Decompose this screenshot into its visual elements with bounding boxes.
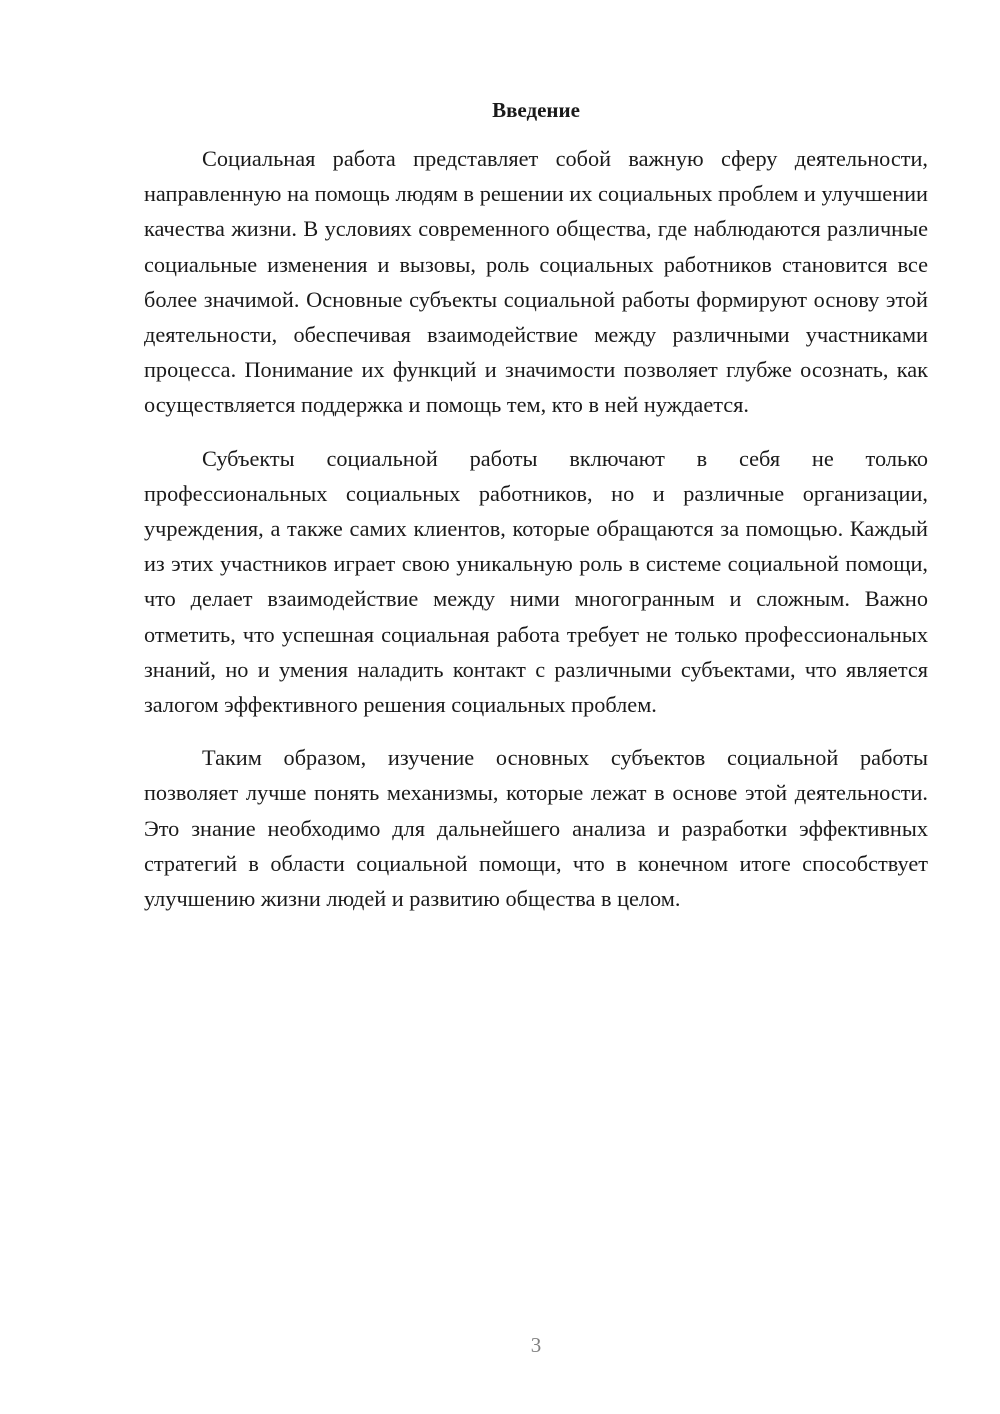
paragraph-3: Таким образом, изучение основных субъектов социальной работы позволяет лучше понять механизмы, которые лежат в основе этой деятельности. Это знание необходимо для дальнейшего анализа и разработки эффективных стратегий в области социальной помощи, что в конечном итоге способствует улучшению жизни людей и развитию общества в целом. — [144, 745, 928, 912]
section-title: Введение — [492, 98, 580, 122]
paragraph-2: Субъекты социальной работы включают в себя не только профессиональных социальных работников, но и различные организации, учреждения, а также самих клиентов, которые обращаются за помощью. Каждый из этих участников играет свою уникальную роль в системе социальной помощи, что делает взаимодействие между ними многогранным и сложным. Важно отметить, что успешная социальная работа требует не только профессиональных знаний, но и умения наладить контакт с различными субъектами, что является залогом эффективного решения социальных проблем. — [144, 445, 928, 718]
paragraph-1: Социальная работа представляет собой важную сферу деятельности, направленную на помощь людям в решении их социальных проблем и улучшении качества жизни. В условиях современного общества, где наблюдаются различные социальные изменения и вызовы, роль социальных работников становится все более значимой. Основные субъекты социальной работы формируют основу этой деятельности, обеспечивая взаимодействие между различными участниками процесса. Понимание их функций и значимости позволяет глубже осознать, как осуществляется поддержка и помощь тем, кто в ней нуждается. — [144, 146, 928, 418]
page-content — [144, 95, 928, 934]
page-number: 3 — [530, 1333, 542, 1357]
